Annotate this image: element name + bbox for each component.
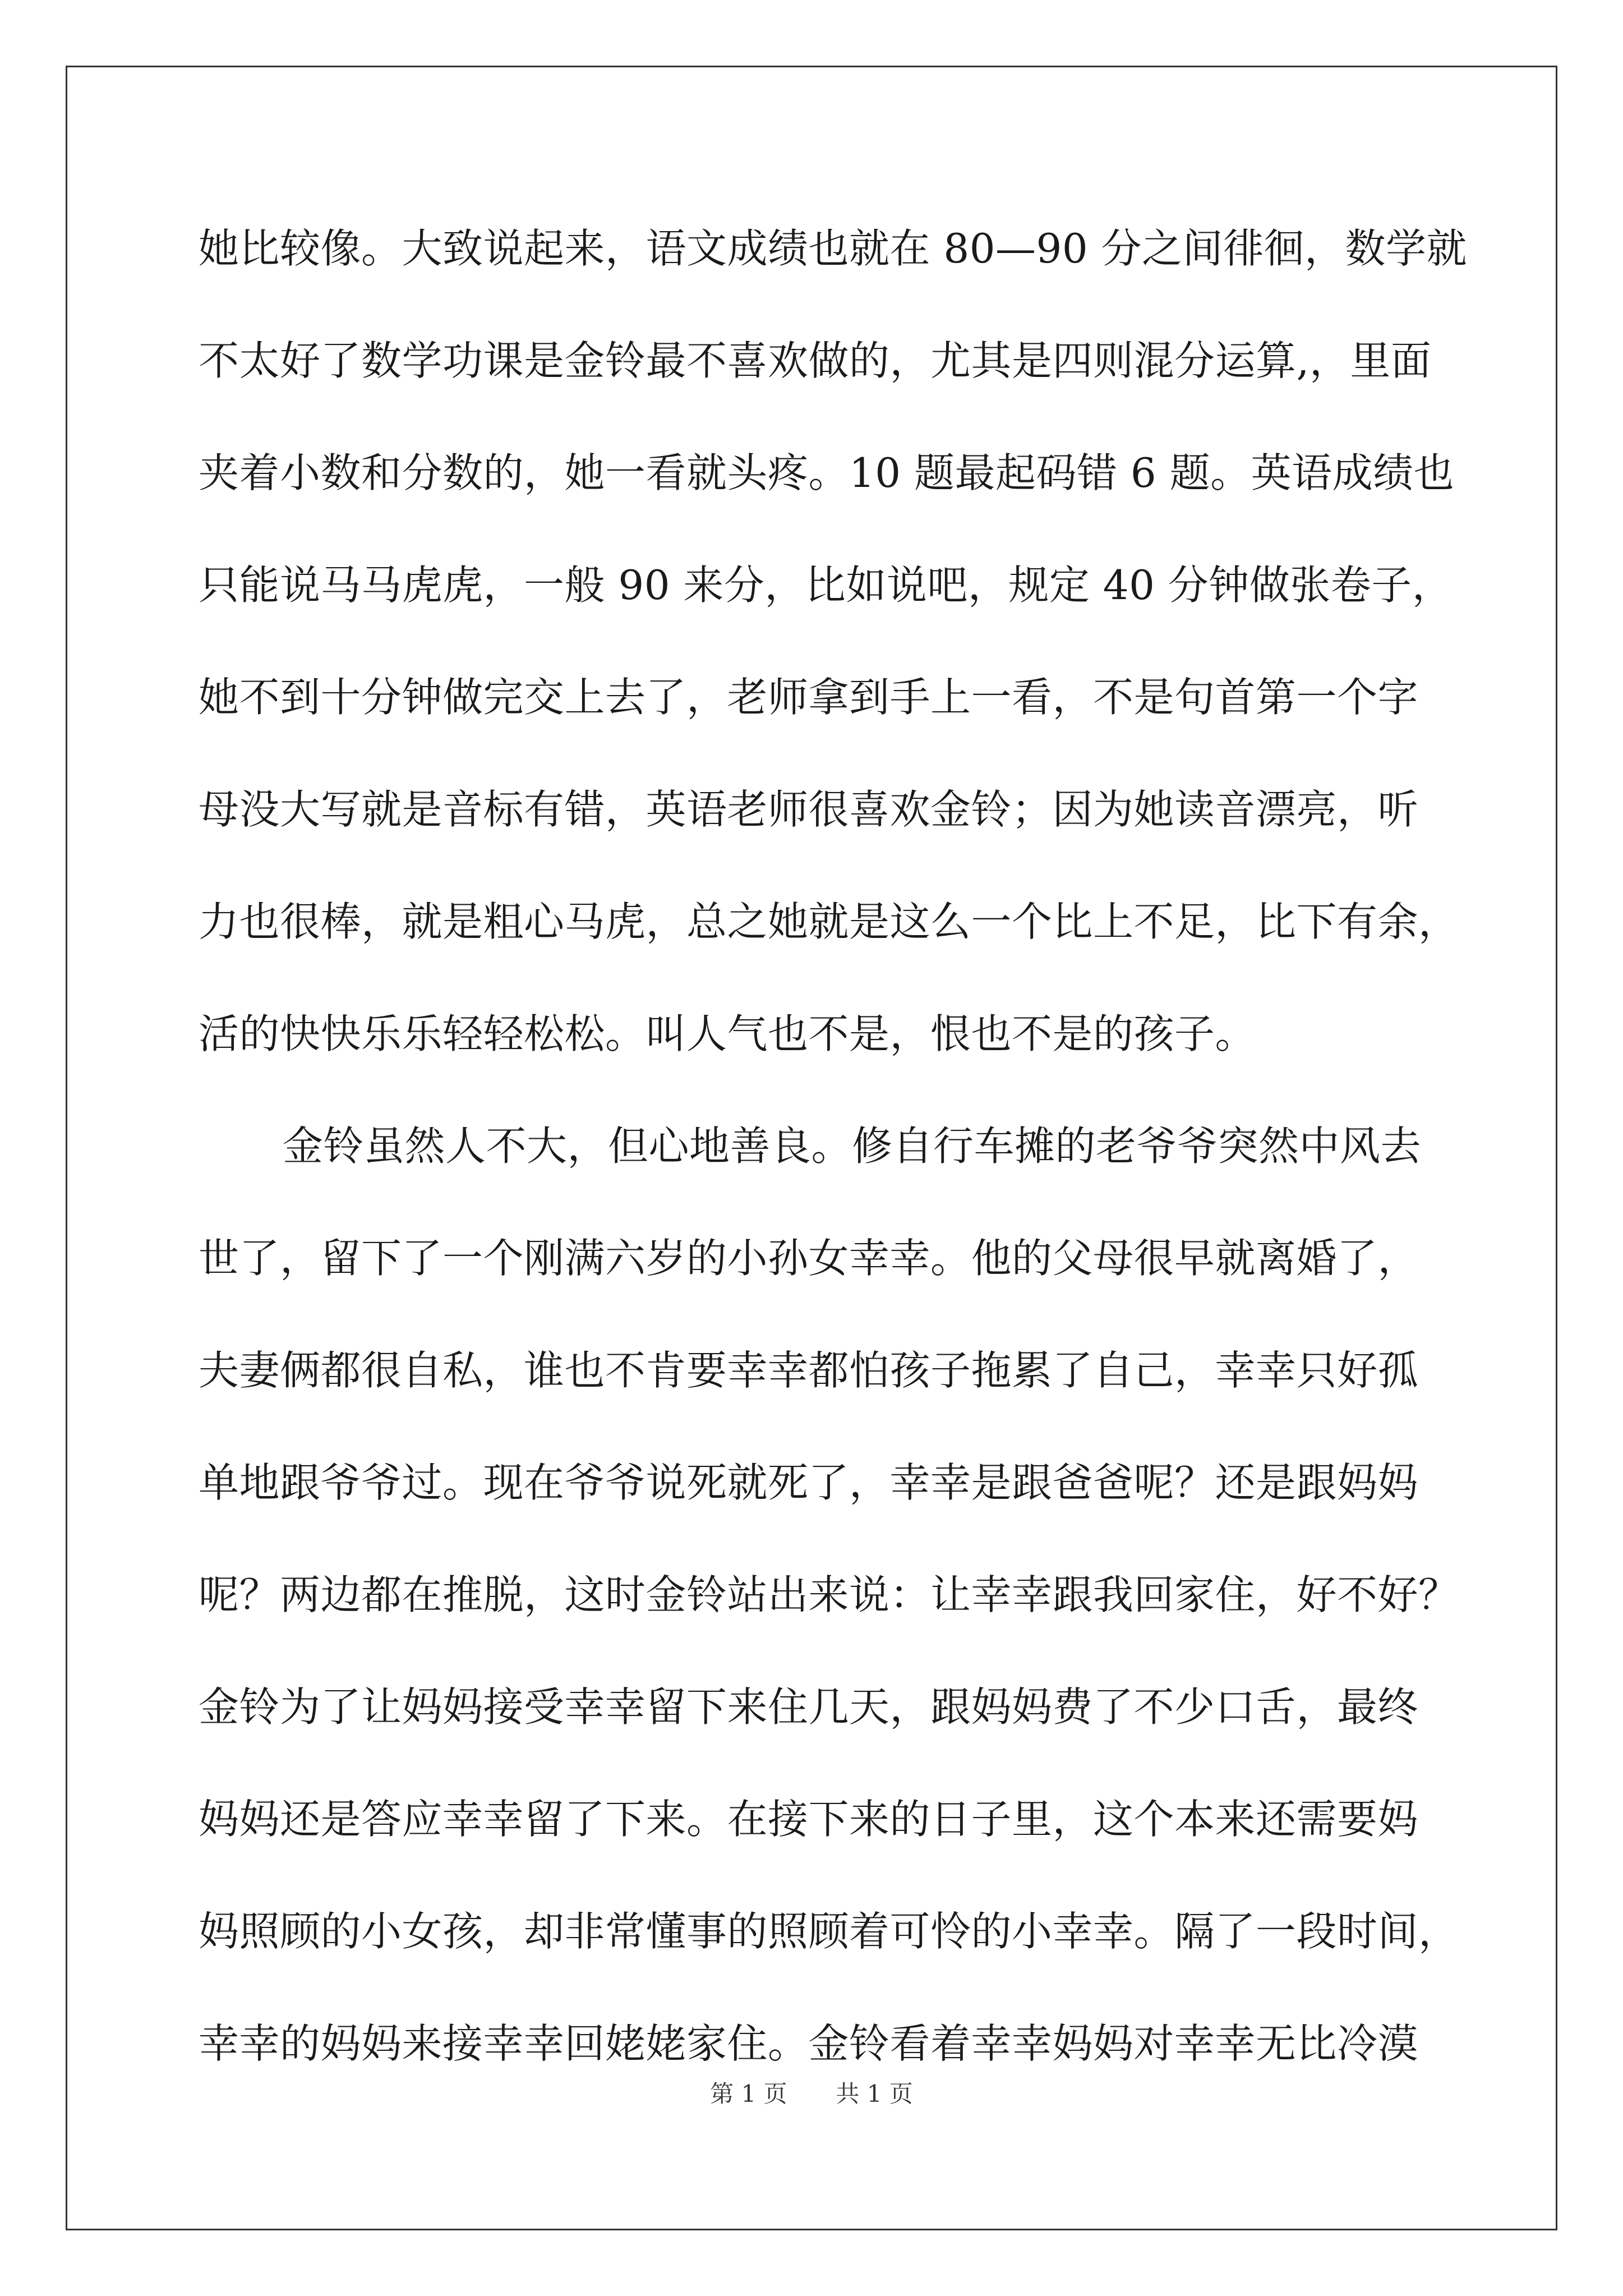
text-line: 夹着小数和分数的，她一看就头疼。10 题最起码错 6 题。英语成绩也 [199, 449, 1455, 496]
text-line: 妈照顾的小女孩，却非常懂事的照顾着可怜的小幸幸。隔了一段时间， [199, 1908, 1459, 1955]
paragraph-start-line: 金铃虽然人不大，但心地善良。修自行车摊的老爷爷突然中风去 [283, 1122, 1422, 1170]
document-body [199, 213, 1468, 2120]
text-line: 夫妻俩都很自私，谁也不肯要幸幸都怕孩子拖累了自己，幸幸只好孤 [199, 1347, 1419, 1394]
text-line: 单地跟爷爷过。现在爷爷说死就死了，幸幸是跟爸爸呢？还是跟妈妈 [199, 1459, 1419, 1506]
page-number: 第 1 页 [710, 2080, 787, 2108]
text-line: 呢？两边都在推脱，这时金铃站出来说：让幸幸跟我回家住，好不好？ [199, 1571, 1459, 1618]
page-total: 共 1 页 [836, 2080, 913, 2108]
text-line: 力也很棒，就是粗心马虎，总之她就是这么一个比上不足，比下有余， [199, 898, 1459, 945]
text-line: 金铃为了让妈妈接受幸幸留下来住几天，跟妈妈费了不少口舌，最终 [199, 1683, 1419, 1731]
text-line: 她不到十分钟做完交上去了，老师拿到手上一看，不是句首第一个字 [199, 674, 1419, 721]
text-line: 不太好了数学功课是金铃最不喜欢做的，尤其是四则混分运算,，里面 [199, 337, 1432, 384]
page-footer [0, 2076, 1623, 2109]
text-line: 她比较像。大致说起来，语文成绩也就在 80—90 分之间徘徊，数学就 [199, 225, 1468, 272]
text-line: 幸幸的妈妈来接幸幸回姥姥家住。金铃看着幸幸妈妈对幸幸无比冷漠 [199, 2020, 1419, 2067]
text-line: 母没大写就是音标有错，英语老师很喜欢金铃；因为她读音漂亮，听 [199, 786, 1419, 833]
text-line: 妈妈还是答应幸幸留了下来。在接下来的日子里，这个本来还需要妈 [199, 1796, 1419, 1843]
text-line: 世了，留下了一个刚满六岁的小孙女幸幸。他的父母很早就离婚了， [199, 1235, 1419, 1282]
text-line: 活的快快乐乐轻轻松松。叫人气也不是，恨也不是的孩子。 [199, 1010, 1256, 1057]
text-line: 只能说马马虎虎，一般 90 来分，比如说吧，规定 40 分钟做张卷子， [199, 562, 1453, 609]
